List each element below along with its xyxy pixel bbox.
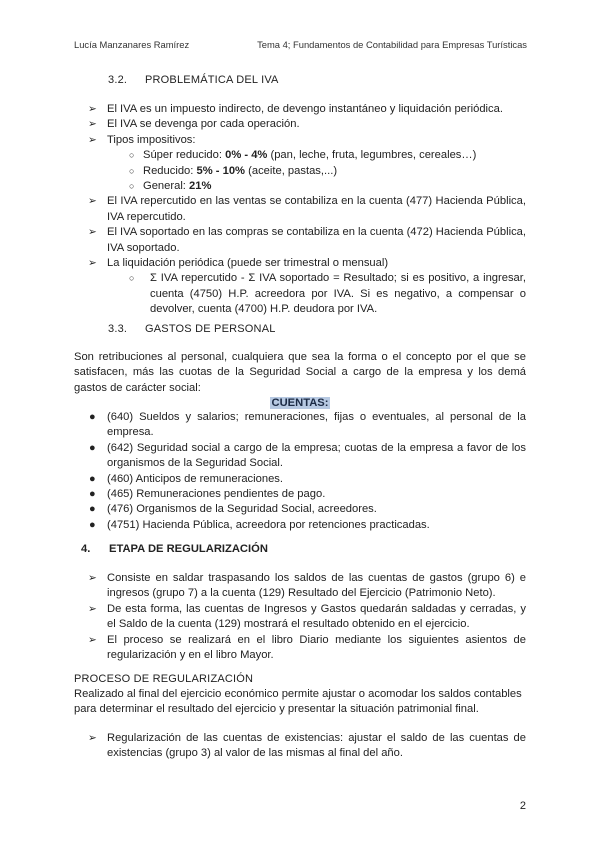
list-item: ➢ El IVA repercutido en las ventas se contabiliza en la cuenta (477) Hacienda Pública, IVA repercutido.	[88, 195, 526, 223]
arrow-bullet-icon: ➢	[88, 257, 97, 270]
circle-bullet-icon: ○	[129, 273, 135, 284]
list-item: ● (4751) Hacienda Pública, acreedora por retenciones practicadas.	[74, 518, 526, 533]
arrow-bullet-icon: ➢	[88, 572, 97, 584]
section-number: 3.2.	[108, 74, 128, 86]
dot-bullet-icon: ●	[89, 472, 96, 485]
arrow-bullet-icon: ➢	[88, 133, 97, 146]
existencias-list	[74, 731, 526, 762]
dot-bullet-icon: ●	[89, 503, 96, 516]
list-item: ● (642) Seguridad social a cargo de la empresa; cuotas de la empresa a favor de los organismos de la Seguridad Social.	[89, 441, 526, 470]
section-title: PROBLEMÁTICA DEL IVA	[145, 74, 279, 86]
header-author: Lucía Manzanares Ramírez	[74, 39, 190, 50]
circle-bullet-icon: ○	[129, 150, 135, 161]
page-number: 2	[519, 800, 526, 812]
circle-bullet-icon: ○	[129, 181, 135, 192]
list-item: ➢ La liquidación periódica (puede ser trimestral o mensual)	[74, 256, 526, 271]
section-number: 3.3.	[108, 323, 128, 335]
list-item: ➢ El IVA soportado en las compras se contabiliza en la cuenta (472) Hacienda Pública, IVA soportado.	[88, 226, 526, 254]
list-item	[74, 271, 526, 317]
dot-bullet-icon: ●	[89, 441, 96, 454]
arrow-bullet-icon: ➢	[88, 602, 97, 615]
dot-bullet-icon: ●	[89, 411, 96, 423]
section-number: 4.	[81, 543, 91, 555]
arrow-bullet-icon: ➢	[88, 732, 97, 744]
list-item: ➢ Tipos impositivos:	[74, 133, 526, 148]
arrow-bullet-icon: ➢	[88, 118, 97, 131]
dot-bullet-icon: ●	[89, 488, 96, 501]
list-item: ➢ Consiste en saldar traspasando los saldos de las cuentas de gastos (grupo 6) e ingresos (grupo 7) a la cuenta (129) Resultado del Ejercicio (Patrimonio Neto).	[88, 572, 526, 600]
proceso-text: Realizado al final del ejercicio económico permite ajustar o acomodar los saldos contables para determinar el resultado del ejercicio y presentar la situación patrimonial final.	[74, 688, 522, 716]
circle-bullet-icon: ○	[129, 165, 135, 176]
list-item: ● (460) Anticipos de remuneraciones.	[74, 472, 526, 487]
iva-block	[74, 102, 526, 318]
iva-formula: Σ IVA repercutido - Σ IVA soportado = Resultado; si es positivo, a ingresar, cuenta (4750) H.P. acreedora por IVA. Si es negativo, a compensar o devolver, cuenta (4700) H.P. deudora por IVA.	[150, 272, 526, 316]
arrow-bullet-icon: ➢	[88, 633, 97, 646]
list-item: ➢ De esta forma, las cuentas de Ingresos y Gastos quedarán saldadas y cerradas, y el Saldo de la cuenta (129) mostrará el resultado obtenido en el ejercicio.	[88, 602, 526, 631]
arrow-bullet-icon: ➢	[88, 195, 97, 208]
list-item: ○ General: 21%	[74, 179, 526, 194]
section-title: ETAPA DE REGULARIZACIÓN	[109, 543, 268, 555]
arrow-bullet-icon: ➢	[88, 103, 97, 115]
list-item: ➢ Regularización de las cuentas de existencias: ajustar el saldo de las cuentas de existencias (grupo 3) al valor de las mismas al final del año.	[88, 732, 526, 760]
list-item: ➢ El IVA se devenga por cada operación.	[74, 117, 526, 132]
section-4-heading	[81, 542, 268, 557]
cuentas-list	[74, 410, 526, 533]
proceso-title: PROCESO DE REGULARIZACIÓN	[74, 673, 254, 685]
section-3-2-heading	[108, 73, 279, 88]
section-3-3-heading	[108, 322, 276, 337]
header-subject: Tema 4; Fundamentos de Contabilidad para Empresas Turísticas	[257, 39, 527, 50]
list-item: ➢ El IVA es un impuesto indirecto, de devengo instantáneo y liquidación periódica.	[74, 102, 526, 117]
cuentas-label: CUENTAS:	[271, 397, 329, 409]
arrow-bullet-icon: ➢	[88, 226, 97, 239]
list-item: ○ Súper reducido: 0% - 4% (pan, leche, fruta, legumbres, cereales…)	[74, 148, 526, 163]
list-item: ➢ El proceso se realizará en el libro Diario mediante los siguientes asientos de regularización y en el libro Mayor.	[88, 633, 526, 662]
section-title: GASTOS DE PERSONAL	[145, 323, 276, 335]
list-item: ○ Reducido: 5% - 10% (aceite, pastas,...)	[74, 164, 526, 179]
list-item: ● (640) Sueldos y salarios; remuneraciones, fijas o eventuales, al personal de la empresa.	[89, 411, 526, 439]
dot-bullet-icon: ●	[89, 518, 96, 531]
regularizacion-list	[74, 571, 526, 663]
list-item: ● (465) Remuneraciones pendientes de pago.	[74, 487, 526, 502]
gastos-intro: Son retribuciones al personal, cualquiera que sea la forma o el concepto por el que se satisfacen, más las cuotas de la Seguridad Social a cargo de la empresa y los demá gastos de carácter social:	[74, 351, 526, 394]
list-item: ● (476) Organismos de la Seguridad Social, acreedores.	[74, 502, 526, 517]
